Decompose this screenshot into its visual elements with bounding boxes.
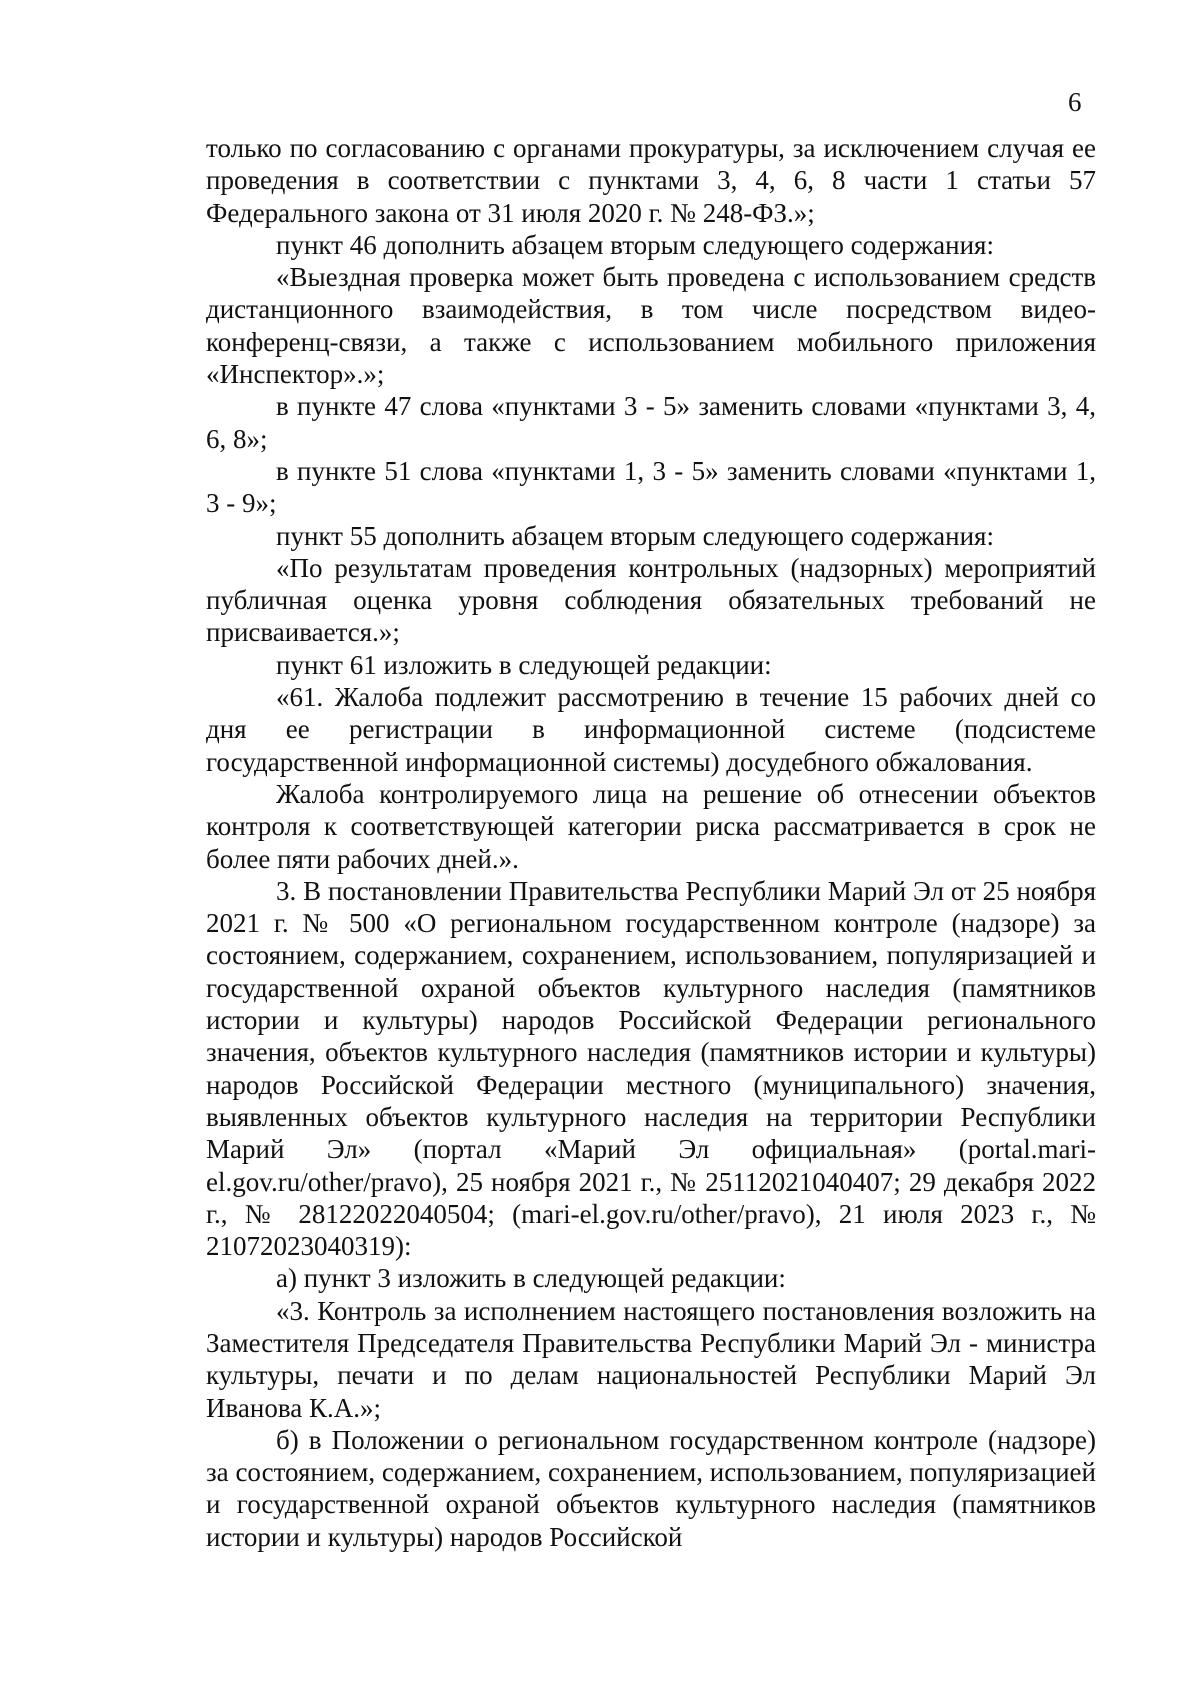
paragraph-12: а) пункт 3 изложить в следующей редакции:	[276, 1263, 786, 1294]
page-number: 6	[1068, 87, 1082, 117]
paragraph-7: «По результатам проведения контрольных (надзорных) мероприятий публичная оценка уровня соблюдения обязательных требований не присваивается.»;	[206, 552, 1096, 648]
paragraph-9: «61. Жалоба подлежит рассмотрению в течение 15 рабочих дней со дня ее регистрации в информационной системе (подсистеме государственной информационной системы) досудебного обжалования.	[206, 682, 1096, 777]
paragraph-2: пункт 46 дополнить абзацем вторым следующего содержания:	[276, 229, 994, 260]
paragraph-6: пункт 55 дополнить абзацем вторым следующего содержания:	[276, 520, 994, 551]
paragraph-3: «Выездная проверка может быть проведена с использованием средств дистанционного взаимодействия, в том числе посредством видео-конференц-связи, а также с использованием мобильного приложения «Инспектор».»;	[206, 262, 1096, 390]
paragraph-10: Жалоба контролируемого лица на решение об отнесении объектов контроля к соответствующей категории риска рассматривается в срок не более пяти рабочих дней.».	[206, 778, 1096, 874]
paragraph-5: в пункте 51 слова «пунктами 1, 3 - 5» заменить словами «пунктами 1, 3 - 9»;	[206, 455, 1096, 519]
paragraph-8: пункт 61 изложить в следующей редакции:	[276, 649, 772, 680]
paragraph-14: б) в Положении о региональном государственном контроле (надзоре) за состоянием, содержанием, сохранением, использованием, популяризацией и государственной охраной объектов культурного наследия (памятников истории и культуры) народов Российской	[206, 1424, 1096, 1552]
paragraph-11: 3. В постановлении Правительства Республики Марий Эл от 25 ноября 2021 г. № 500 «О региональном государственном контроле (надзоре) за состоянием, содержанием, сохранением, использованием, популяризацией и государственной охраной объектов культурного наследия (памятников истории и культуры) народов Российской Федерации регионального значения, объектов культурного наследия (памятников истории и культуры) народов Российской Федерации местного (муниципального) значения, выявленных объектов культурного наследия на территории Республики Марий Эл» (портал «Марий Эл официальная» (portal.mari-el.gov.ru/other/pravo), 25 ноября 2021 г., № 25112021040407; 29 декабря 2022 г., № 28122022040504; (mari-el.gov.ru/other/pravo), 21 июля 2023 г., № 21072023040319):	[206, 875, 1096, 1262]
document-body	[206, 132, 1096, 1553]
paragraph-4: в пункте 47 слова «пунктами 3 - 5» заменить словами «пунктами 3, 4, 6, 8»;	[206, 391, 1096, 454]
paragraph-13: «3. Контроль за исполнением настоящего постановления возложить на Заместителя Председателя Правительства Республики Марий Эл - министра культуры, печати и по делам национальностей Республики Марий Эл Иванова К.А.»;	[206, 1295, 1096, 1423]
paragraph-1: только по согласованию с органами прокуратуры, за исключением случая ее проведения в соответствии с пунктами 3, 4, 6, 8 части 1 статьи 57 Федерального закона от 31 июля 2020 г. № 248-ФЗ.»;	[206, 133, 1096, 228]
